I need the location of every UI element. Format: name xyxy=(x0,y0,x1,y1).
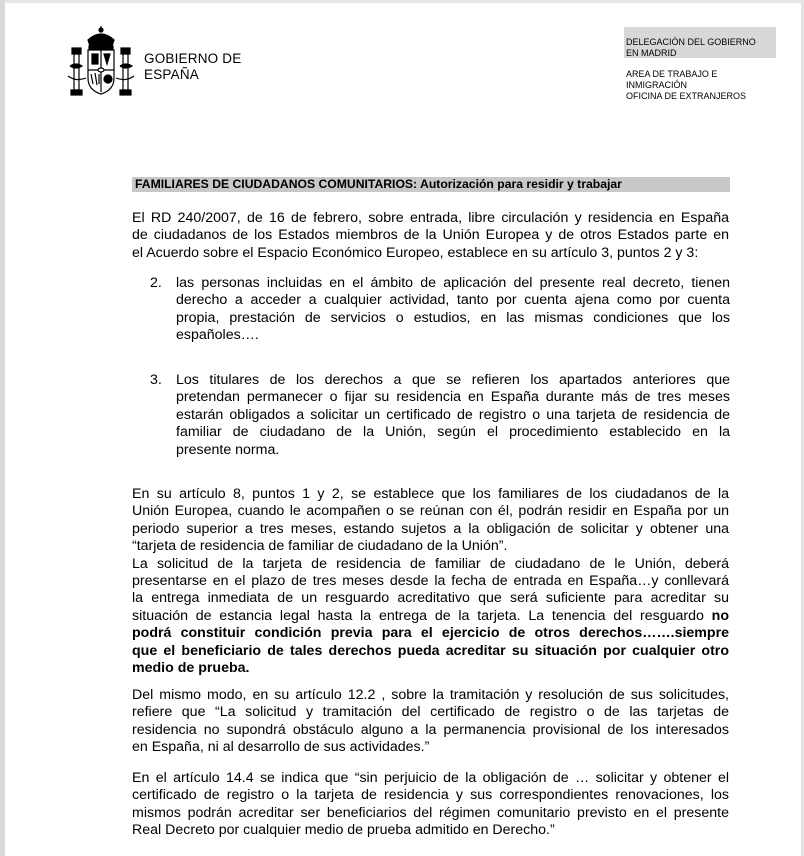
article-8-paragraph xyxy=(132,486,729,677)
page-top-edge xyxy=(0,0,804,3)
text-line: Los titulares de los derechos a que se refieren los apartados anteriores que xyxy=(176,372,730,388)
text-line: pretendan permanecer o fijar su residencia en España durante más de tres meses xyxy=(176,389,730,406)
text-line: “tarjeta de residencia de familiar de ciudadano de la Unión”. xyxy=(132,538,508,555)
page-left-edge xyxy=(0,0,5,856)
office-info xyxy=(626,69,746,102)
text-line: La solicitud de la tarjeta de residencia de familiar de ciudadano de le Unión, deberá xyxy=(132,555,729,572)
article-14-paragraph xyxy=(132,770,729,840)
text-line: de ciudadanos de los Estados miembros de la Unión Europea y de otros Estados parte en xyxy=(132,227,729,244)
text-line: periodo superior a tres meses, estando sujetos a la obligación de solicitar y obtener una xyxy=(132,520,729,537)
text-line: Unión Europea, cuando le acompañen o se reúnan con él, podrán residir en España por un xyxy=(132,503,729,520)
text-line: en España, ni al desarrollo de sus actividades.” xyxy=(132,739,430,756)
text-segment: situación de estancia legal hasta la entrega de la tarjeta. La tenencia del resguardo xyxy=(132,607,712,624)
text-line: Del mismo modo, en su artículo 12.2 , sobre la tramitación y resolución de sus solicitudes, xyxy=(132,687,729,703)
text-line: derecho a acceder a cualquier actividad, tanto por cuenta ajena como por cuenta xyxy=(176,292,730,309)
area-line-3: OFICINA DE EXTRANJEROS xyxy=(626,91,747,101)
text-line: familiar de ciudadano de la Unión, según el procedimiento establecido en la xyxy=(176,424,730,441)
bold-line: podrá constituir condición previa para el ejercicio de otros derechos…….siempre xyxy=(132,625,729,642)
text-line: En su artículo 8, puntos 1 y 2, se establece que los familiares de los ciudadanos de la xyxy=(132,486,729,502)
delegation-line-2: EN MADRID xyxy=(626,48,677,58)
article-12-paragraph xyxy=(132,687,729,757)
text-line: la entrega inmediata de un resguardo acreditativo que será suficiente para acreditar su xyxy=(132,590,729,607)
text-line xyxy=(132,608,729,625)
government-line-2: ESPAÑA xyxy=(144,67,199,82)
text-line: estarán obligados a solicitar un certificado de registro o una tarjeta de residencia de xyxy=(176,406,730,423)
text-line: mismos podrán acreditar ser beneficiarios del régimen comunitario previsto en el presente xyxy=(132,804,729,821)
text-line: El RD 240/2007, de 16 de febrero, sobre entrada, libre circulación y residencia en España xyxy=(132,210,729,226)
bold-line: medio de prueba. xyxy=(132,660,250,677)
heading-bold: FAMILIARES DE CIUDADANOS COMUNITARIOS: xyxy=(135,177,418,191)
bold-segment: no xyxy=(711,607,729,624)
text-line: españoles…. xyxy=(176,327,259,344)
coat-of-arms-icon xyxy=(66,26,136,102)
text-line: En el artículo 14.4 se indica que “sin perjuicio de la obligación de … solicitar y obtener el xyxy=(132,770,729,786)
government-title xyxy=(144,51,241,83)
text-line: residencia no supondrá obstáculo alguno a la permanencia provisional de los interesados xyxy=(132,721,729,738)
text-line: certificado de registro o la tarjeta de residencia y sus correspondientes renovaciones, los xyxy=(132,787,729,804)
section-heading xyxy=(132,177,730,192)
text-line: refiere que “La solicitud y tramitación del certificado de registro o de las tarjetas de xyxy=(132,704,729,721)
area-line-2: INMIGRACIÓN xyxy=(626,80,688,90)
bold-line: que el beneficiario de tales derechos pueda acreditar su situación por cualquier otro xyxy=(132,642,729,659)
heading-rest: Autorización para residir y trabajar xyxy=(417,177,622,191)
text-line: el Acuerdo sobre el Espacio Económico Europeo, establece en su artículo 3, puntos 2 y 3: xyxy=(132,244,699,261)
delegation-box xyxy=(624,27,776,58)
government-line-1: GOBIERNO DE xyxy=(144,51,242,66)
text-line: presente norma. xyxy=(176,441,280,458)
list-number: 3. xyxy=(150,372,162,388)
text-line: presentarse en el plazo de tres meses desde la fecha de entrada en España…y conllevará xyxy=(132,573,729,590)
list-number: 2. xyxy=(150,275,162,291)
intro-paragraph xyxy=(132,210,729,262)
text-line: Real Decreto por cualquier medio de prueba admitido en Derecho.” xyxy=(132,822,555,839)
text-line: las personas incluidas en el ámbito de aplicación del presente real decreto, tienen xyxy=(176,275,730,291)
delegation-line-1: DELEGACIÓN DEL GOBIERNO xyxy=(626,37,756,47)
area-line-1: AREA DE TRABAJO E xyxy=(626,69,718,79)
text-line: propia, prestación de servicios o estudios, en las mismas condiciones que los xyxy=(176,309,730,326)
